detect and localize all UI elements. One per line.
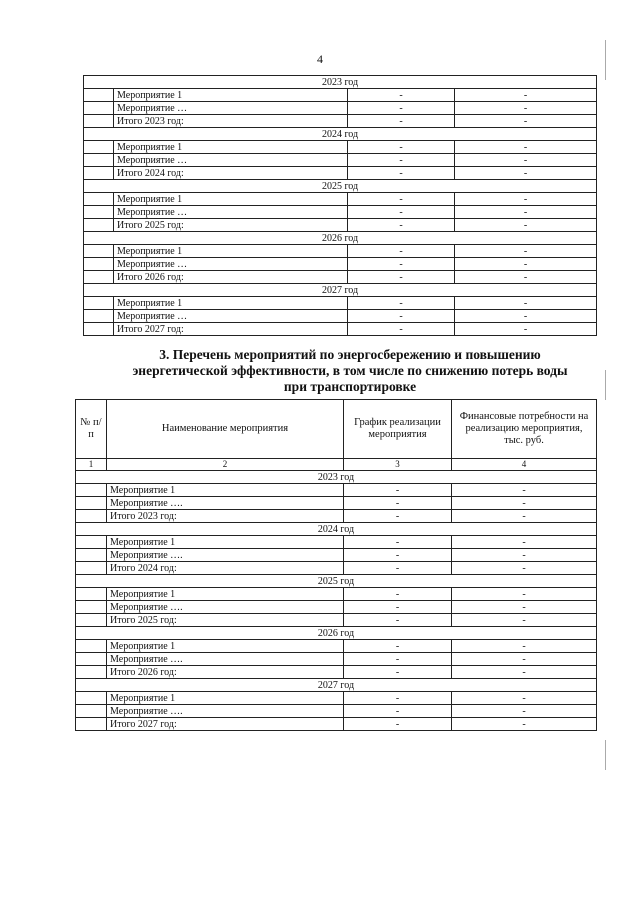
total-label: Итого 2026 год:: [114, 271, 348, 284]
total-row: [76, 718, 597, 731]
header-number: № п/п: [76, 400, 107, 459]
total-label: Итого 2023 год:: [114, 115, 348, 128]
finance-cell: -: [452, 549, 597, 562]
measure-name: Мероприятие 1: [114, 297, 348, 310]
measures-table-body: [76, 471, 597, 731]
column-number: 4: [452, 459, 597, 471]
year-label: 2023 год: [84, 76, 597, 89]
schedule-cell: -: [348, 167, 455, 180]
year-label: 2026 год: [84, 232, 597, 245]
finance-cell: -: [452, 640, 597, 653]
header-measure-name: Наименование мероприятия: [107, 400, 344, 459]
schedule-cell: -: [348, 297, 455, 310]
measures-table: [75, 399, 597, 731]
finance-cell: -: [455, 102, 597, 115]
year-label: 2024 год: [84, 128, 597, 141]
schedule-cell: -: [344, 601, 452, 614]
total-label: Итого 2027 год:: [114, 323, 348, 336]
year-row: [76, 575, 597, 588]
finance-cell: -: [452, 692, 597, 705]
year-label: 2024 год: [76, 523, 597, 536]
row-number-cell: [76, 497, 107, 510]
schedule-cell: -: [344, 614, 452, 627]
finance-cell: -: [452, 510, 597, 523]
total-row: [84, 115, 597, 128]
total-row: [76, 666, 597, 679]
continuation-table: [83, 75, 597, 336]
schedule-cell: -: [344, 705, 452, 718]
finance-cell: -: [452, 614, 597, 627]
measure-row: [76, 601, 597, 614]
schedule-cell: -: [344, 484, 452, 497]
measure-name: Мероприятие 1: [114, 141, 348, 154]
row-number-cell: [76, 601, 107, 614]
measure-row: [84, 89, 597, 102]
page-number: 4: [317, 52, 323, 66]
measure-row: [84, 297, 597, 310]
finance-cell: -: [452, 705, 597, 718]
finance-cell: -: [452, 536, 597, 549]
row-number-cell: [84, 219, 114, 232]
measure-name: Мероприятие ….: [107, 653, 344, 666]
row-number-cell: [84, 193, 114, 206]
row-number-cell: [76, 692, 107, 705]
row-number-cell: [76, 653, 107, 666]
schedule-cell: -: [348, 115, 455, 128]
measure-name: Мероприятие …: [114, 258, 348, 271]
measure-row: [84, 206, 597, 219]
measures-table-header-row: [76, 400, 597, 459]
finance-cell: -: [455, 167, 597, 180]
finance-cell: -: [455, 258, 597, 271]
year-label: 2025 год: [76, 575, 597, 588]
finance-cell: -: [455, 89, 597, 102]
schedule-cell: -: [344, 653, 452, 666]
measure-row: [76, 549, 597, 562]
year-label: 2027 год: [84, 284, 597, 297]
schedule-cell: -: [344, 718, 452, 731]
total-label: Итого 2025 год:: [114, 219, 348, 232]
finance-cell: -: [452, 601, 597, 614]
measure-name: Мероприятие 1: [114, 193, 348, 206]
row-number-cell: [84, 271, 114, 284]
finance-cell: -: [455, 154, 597, 167]
schedule-cell: -: [348, 219, 455, 232]
year-row: [84, 284, 597, 297]
year-row: [84, 232, 597, 245]
schedule-cell: -: [344, 692, 452, 705]
year-label: 2027 год: [76, 679, 597, 692]
schedule-cell: -: [344, 497, 452, 510]
schedule-cell: -: [344, 588, 452, 601]
row-number-cell: [84, 245, 114, 258]
total-row: [84, 271, 597, 284]
finance-cell: -: [455, 193, 597, 206]
row-number-cell: [76, 510, 107, 523]
measure-name: Мероприятие 1: [107, 536, 344, 549]
measure-row: [84, 245, 597, 258]
total-label: Итого 2024 год:: [107, 562, 344, 575]
row-number-cell: [84, 310, 114, 323]
row-number-cell: [76, 705, 107, 718]
year-label: 2023 год: [76, 471, 597, 484]
finance-cell: -: [452, 588, 597, 601]
measure-row: [76, 497, 597, 510]
finance-cell: -: [455, 141, 597, 154]
schedule-cell: -: [348, 141, 455, 154]
row-number-cell: [76, 614, 107, 627]
column-number: 3: [344, 459, 452, 471]
total-row: [84, 167, 597, 180]
column-number: 1: [76, 459, 107, 471]
total-row: [84, 219, 597, 232]
column-number: 2: [107, 459, 344, 471]
year-row: [76, 523, 597, 536]
finance-cell: -: [455, 245, 597, 258]
measure-name: Мероприятие …: [114, 310, 348, 323]
section-3-heading-line-3: при транспортировке: [283, 379, 417, 394]
measure-row: [76, 588, 597, 601]
total-row: [76, 614, 597, 627]
finance-cell: -: [455, 219, 597, 232]
total-label: Итого 2023 год:: [107, 510, 344, 523]
measure-row: [76, 705, 597, 718]
measure-name: Мероприятие 1: [107, 484, 344, 497]
year-row: [76, 679, 597, 692]
row-number-cell: [76, 484, 107, 497]
row-number-cell: [84, 89, 114, 102]
finance-cell: -: [452, 653, 597, 666]
header-schedule: График реализации мероприятия: [344, 400, 452, 459]
row-number-cell: [76, 562, 107, 575]
row-number-cell: [84, 167, 114, 180]
header-finance: Финансовые потребности на реализацию мероприятия, тыс. руб.: [452, 400, 597, 459]
year-row: [84, 180, 597, 193]
measure-row: [76, 692, 597, 705]
row-number-cell: [76, 666, 107, 679]
measure-name: Мероприятие ….: [107, 601, 344, 614]
schedule-cell: -: [344, 562, 452, 575]
year-label: 2025 год: [84, 180, 597, 193]
year-row: [76, 471, 597, 484]
schedule-cell: -: [348, 89, 455, 102]
total-label: Итого 2026 год:: [107, 666, 344, 679]
total-label: Итого 2025 год:: [107, 614, 344, 627]
finance-cell: -: [455, 271, 597, 284]
finance-cell: -: [452, 497, 597, 510]
row-number-cell: [84, 102, 114, 115]
measure-row: [84, 193, 597, 206]
row-number-cell: [76, 549, 107, 562]
finance-cell: -: [455, 115, 597, 128]
finance-cell: -: [455, 323, 597, 336]
measure-name: Мероприятие 1: [114, 245, 348, 258]
continuation-table-body: [84, 76, 597, 336]
measure-name: Мероприятие 1: [107, 640, 344, 653]
scan-margin-mark: [605, 740, 606, 770]
row-number-cell: [84, 258, 114, 271]
schedule-cell: -: [344, 536, 452, 549]
measure-name: Мероприятие …: [114, 102, 348, 115]
measure-name: Мероприятие 1: [107, 692, 344, 705]
year-row: [84, 76, 597, 89]
schedule-cell: -: [348, 310, 455, 323]
finance-cell: -: [455, 206, 597, 219]
row-number-cell: [84, 141, 114, 154]
measure-name: Мероприятие ….: [107, 497, 344, 510]
measure-row: [84, 102, 597, 115]
finance-cell: -: [452, 484, 597, 497]
measure-name: Мероприятие ….: [107, 705, 344, 718]
finance-cell: -: [452, 562, 597, 575]
schedule-cell: -: [348, 102, 455, 115]
measure-row: [84, 141, 597, 154]
row-number-cell: [84, 154, 114, 167]
column-numbers-row: [76, 459, 597, 471]
measure-row: [76, 653, 597, 666]
schedule-cell: -: [348, 323, 455, 336]
schedule-cell: -: [344, 549, 452, 562]
row-number-cell: [76, 640, 107, 653]
schedule-cell: -: [348, 193, 455, 206]
measure-name: Мероприятие 1: [114, 89, 348, 102]
row-number-cell: [84, 115, 114, 128]
measure-name: Мероприятие 1: [107, 588, 344, 601]
schedule-cell: -: [348, 206, 455, 219]
row-number-cell: [84, 323, 114, 336]
measure-row: [84, 310, 597, 323]
total-label: Итого 2024 год:: [114, 167, 348, 180]
schedule-cell: -: [344, 640, 452, 653]
finance-cell: -: [455, 310, 597, 323]
schedule-cell: -: [344, 666, 452, 679]
row-number-cell: [76, 536, 107, 549]
finance-cell: -: [452, 718, 597, 731]
year-label: 2026 год: [76, 627, 597, 640]
schedule-cell: -: [344, 510, 452, 523]
section-3-heading-line-1: 3. Перечень мероприятий по энергосбережению и повышению: [159, 347, 541, 362]
schedule-cell: -: [348, 258, 455, 271]
row-number-cell: [84, 297, 114, 310]
measure-row: [76, 484, 597, 497]
measure-row: [84, 258, 597, 271]
measure-row: [84, 154, 597, 167]
measure-row: [76, 640, 597, 653]
year-row: [84, 128, 597, 141]
measure-name: Мероприятие …: [114, 206, 348, 219]
row-number-cell: [84, 206, 114, 219]
finance-cell: -: [455, 297, 597, 310]
schedule-cell: -: [348, 154, 455, 167]
total-row: [84, 323, 597, 336]
measure-name: Мероприятие ….: [107, 549, 344, 562]
row-number-cell: [76, 718, 107, 731]
schedule-cell: -: [348, 245, 455, 258]
measure-name: Мероприятие …: [114, 154, 348, 167]
total-row: [76, 510, 597, 523]
scan-margin-mark: [605, 40, 606, 80]
schedule-cell: -: [348, 271, 455, 284]
total-label: Итого 2027 год:: [107, 718, 344, 731]
scan-margin-mark: [605, 370, 606, 400]
section-3-heading-line-2: энергетической эффективности, в том числе по снижению потерь воды: [132, 363, 568, 378]
year-row: [76, 627, 597, 640]
finance-cell: -: [452, 666, 597, 679]
row-number-cell: [76, 588, 107, 601]
measure-row: [76, 536, 597, 549]
total-row: [76, 562, 597, 575]
section-3-heading: [90, 347, 610, 395]
